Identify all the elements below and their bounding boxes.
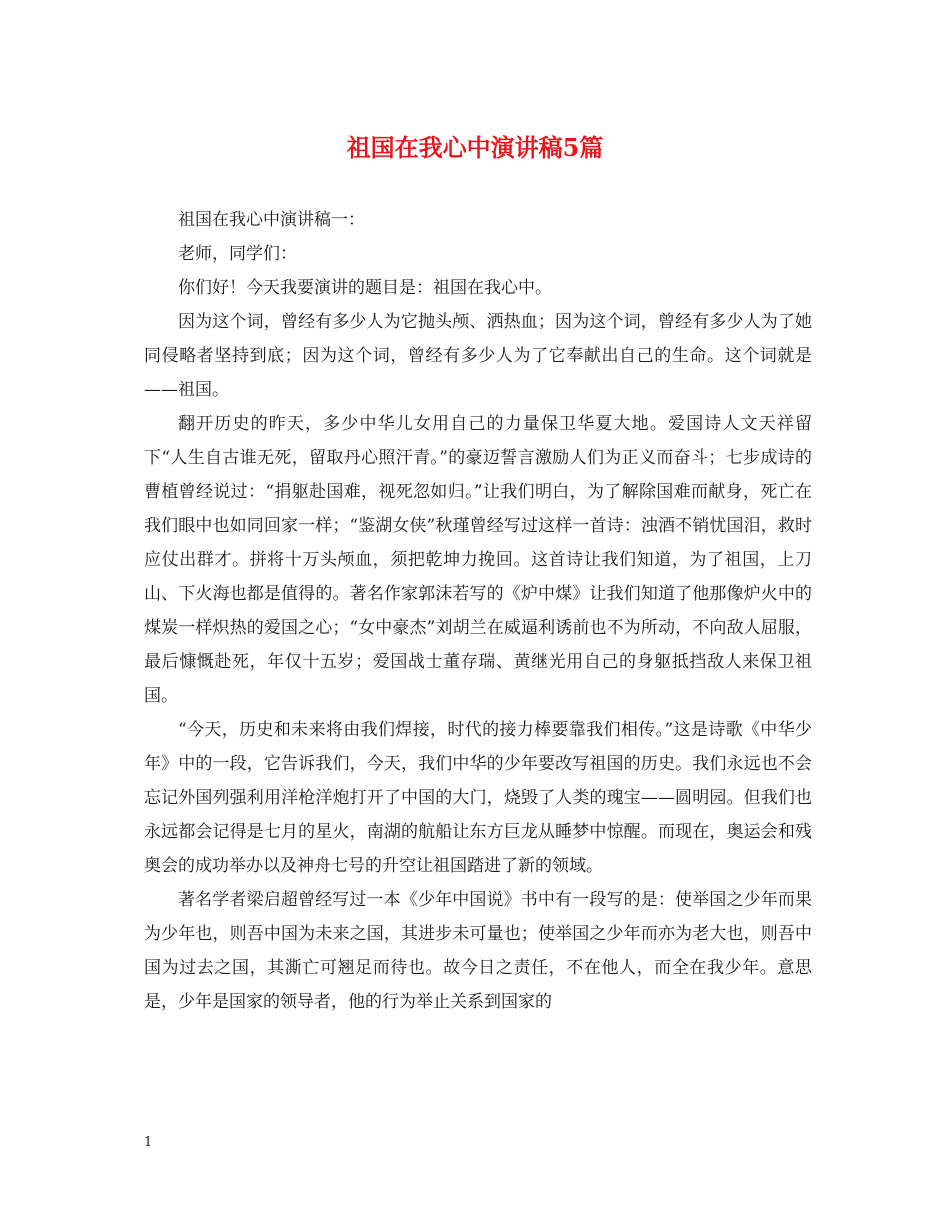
paragraph-body: “今天，历史和未来将由我们焊接，时代的接力棒要靠我们相传。”这是诗歌《中华少年》中的一段，它告诉我们，今天，我们中华的少年要改写祖国的历史。我们永远也不会忘记外国列强利用洋枪洋炮打开了中国的大门，烧毁了人类的瑰宝——圆明园。但我们也永远都会记得是七月的星火，南湖的航船让东方巨龙从睡梦中惊醒。而现在，奥运会和残奥会的成功举办以及神舟七号的升空让祖国踏进了新的领域。: [144, 720, 812, 876]
document-body: [144, 203, 812, 1019]
paragraph-greeting: 你们好！今天我要演讲的题目是：祖国在我心中。: [178, 278, 552, 298]
paragraph-body: 著名学者梁启超曾经写过一本《少年中国说》书中有一段写的是：使举国之少年而果为少年也，则吾中国为未来之国，其进步未可量也；使举国之少年而亦为老大也，则吾中国为过去之国，其澌亡可翘足而待也。故今日之责任，不在他人，而全在我少年。意思是，少年是国家的领导者，他的行为举止关系到国家的: [144, 890, 812, 1012]
document-title: 祖国在我心中演讲稿5篇: [346, 133, 604, 162]
page-number: 1: [144, 1135, 153, 1150]
paragraph-body: 因为这个词，曾经有多少人为它抛头颅、洒热血；因为这个词，曾经有多少人为了她同侵略者坚持到底；因为这个词，曾经有多少人为了它奉献出自己的生命。这个词就是——祖国。: [144, 312, 812, 400]
paragraph-salutation: 老师，同学们：: [178, 244, 297, 264]
paragraph-body: 翻开历史的昨天，多少中华儿女用自己的力量保卫华夏大地。爱国诗人文天祥留下“人生自古谁无死，留取丹心照汗青。”的豪迈誓言激励人们为正义而奋斗；七步成诗的曹植曾经说过：“捐躯赴国难，视死忽如归。”让我们明白，为了解除国难而献身，死亡在我们眼中也如同回家一样；“鉴湖女侠”秋瑾曾经写过这样一首诗：浊酒不销忧国泪，救时应仗出群才。拼将十万头颅血，须把乾坤力挽回。这首诗让我们知道，为了祖国，上刀山、下火海也都是值得的。著名作家郭沫若写的《炉中煤》让我们知道了他那像炉火中的煤炭一样炽热的爱国之心；“女中豪杰”刘胡兰在威逼利诱前也不为所动，不向敌人屈服，最后慷慨赴死，年仅十五岁；爱国战士董存瑞、黄继光用自己的身躯抵挡敌人来保卫祖国。: [144, 414, 812, 706]
paragraph-speech-heading: 祖国在我心中演讲稿一：: [178, 210, 365, 230]
